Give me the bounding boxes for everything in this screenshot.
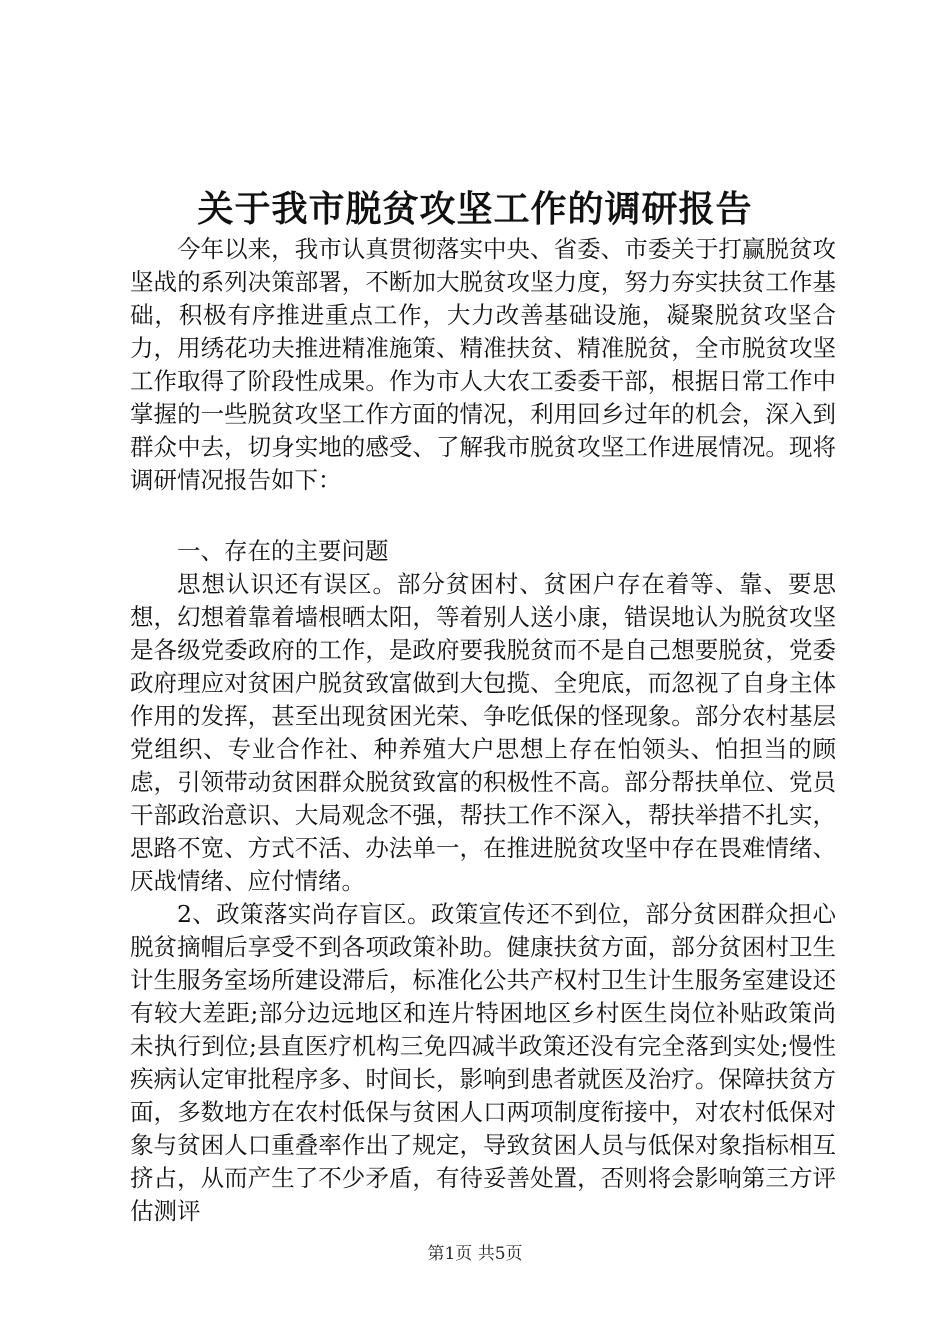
section-paragraph-thinking: 思想认识还有误区。部分贫困村、贫困户存在着等、靠、要思想，幻想着靠着墙根晒太阳，等着别人送小康，错误地认为脱贫攻坚是各级党委政府的工作，是政府要我脱贫而不是自己想要脱贫，党委政府理应对贫困户脱贫致富做到大包揽、全兜底，而忽视了自身主体作用的发挥，甚至出现贫困光荣、争吃低保的怪现象。部分农村基层党组织、专业合作社、种养殖大户思想上存在怕领头、怕担当的顾虑，引领带动贫困群众脱贫致富的积极性不高。部分帮扶单位、党员干部政治意识、大局观念不强，帮扶工作不深入，帮扶举措不扎实，思路不宽、方式不活、办法单一，在推进脱贫攻坚中存在畏难情绪、厌战情绪、应付情绪。 [130,570,836,895]
page-number-footer: 第1页 共5页 [427,1244,523,1264]
document-title: 关于我市脱贫攻坚工作的调研报告 [197,188,753,230]
section-heading: 一、存在的主要问题 [177,537,389,565]
paragraph-spacer [130,497,836,535]
document-body [130,233,836,1228]
section-paragraph-policy: 2、政策落实尚存盲区。政策宣传还不到位，部分贫困群众担心脱贫摘帽后享受不到各项政策补助。健康扶贫方面，部分贫困村卫生计生服务室场所建设滞后，标准化公共产权村卫生计生服务室建设还有较大差距;部分边远地区和连片特困地区乡村医生岗位补贴政策尚未执行到位;县直医疗机构三免四减半政策还没有完全落到实处;慢性疾病认定审批程序多、时间长，影响到患者就医及治疗。保障扶贫方面，多数地方在农村低保与贫困人口两项制度衔接中，对农村低保对象与贫困人口重叠率作出了规定，导致贫困人员与低保对象指标相互挤占，从而产生了不少矛盾，有待妥善处置，否则将会影响第三方评估测评 [130,900,836,1225]
intro-paragraph: 今年以来，我市认真贯彻落实中央、省委、市委关于打赢脱贫攻坚战的系列决策部署，不断加大脱贫攻坚力度，努力夯实扶贫工作基础，积极有序推进重点工作，大力改善基础设施，凝聚脱贫攻坚合力，用绣花功夫推进精准施策、精准扶贫、精准脱贫，全市脱贫攻坚工作取得了阶段性成果。作为市人大农工委委干部，根据日常工作中掌握的一些脱贫攻坚工作方面的情况，利用回乡过年的机会，深入到群众中去，切身实地的感受、了解我市脱贫攻坚工作进展情况。现将调研情况报告如下： [130,235,836,494]
